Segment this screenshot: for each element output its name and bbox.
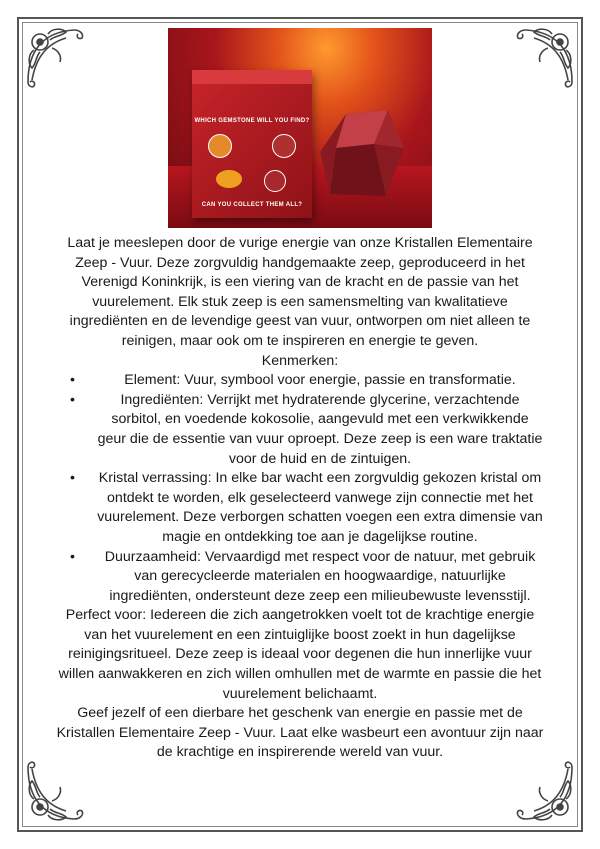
- bullet-icon: •: [70, 372, 75, 389]
- intro-paragraph: Laat je meeslepen door de vurige energie van onze Kristallen Elementaire Zeep - Vuur. Deze zorgvuldig handgemaakte zeep, geproduceerd in het Verenigd Koninkrijk, is een viering van de kracht en de passie van het vuurelement. Elk stuk zeep is een samensmelting van kwalitatieve ingrediënten en de levendige geest van vuur, ontworpen om niet alleen te reinigen, maar ook om te inspireren en energie te geven.: [67, 235, 533, 349]
- corner-ornament-icon: [22, 22, 92, 92]
- perfect-for-paragraph: Perfect voor: Iedereen die zich aangetrokken voelt tot de krachtige energie van het vuurelement en een zintuiglijke boost zoekt in hun dagelijkse reinigingsritueel. Deze zeep is ideaal voor degenen die hun innerlijke vuur willen aanwakkeren en zich willen omhullen met de warmte en passie die het vuurelement belichaamt.: [58, 607, 542, 702]
- gemstone-icon: [264, 170, 286, 192]
- features-list: [56, 371, 544, 606]
- list-item: • Element: Vuur, symbool voor energie, passie en transformatie.: [56, 371, 544, 391]
- product-box: [192, 70, 312, 218]
- bullet-icon: •: [70, 470, 75, 487]
- list-item: • Kristal verrassing: In elke bar wacht een zorgvuldig gekozen kristal om ontdekt te worden, elk geselecteerd vanwege zijn connectie met het vuurelement. Deze verborgen schatten voegen een extra dimensie van magie en ontdekking toe aan je dagelijkse routine.: [70, 470, 543, 545]
- bullet-icon: •: [70, 548, 75, 565]
- bullet-icon: •: [70, 391, 75, 408]
- corner-ornament-icon: [508, 22, 578, 92]
- box-heading: WHICH GEMSTONE WILL YOU FIND?: [194, 118, 310, 124]
- list-item: • Ingrediënten: Verrijkt met hydraterende glycerine, verzachtende sorbitol, en voedende kokosolie, aangevuld met een verkwikkende geur die de essentie van vuur oproept. Deze zeep is een ware traktatie voor de huid en de zintuigen.: [70, 391, 543, 467]
- gemstone-icon: [272, 134, 296, 158]
- gemstone-icon: [216, 170, 242, 188]
- product-box-lid: [192, 70, 312, 84]
- corner-ornament-icon: [22, 757, 92, 827]
- list-item: • Duurzaamheid: Vervaardigd met respect voor de natuur, met gebruik van gerecycleerde materialen en hoogwaardige, natuurlijke ingrediënten, ondersteunt deze zeep een milieubewuste levensstijl.: [70, 548, 536, 604]
- crystal-soap-icon: [316, 108, 408, 200]
- description: [56, 234, 544, 763]
- gemstone-icon: [208, 134, 232, 158]
- features-heading: Kenmerken:: [261, 352, 339, 369]
- closing-paragraph: Geef jezelf of een dierbare het geschenk van energie en passie met de Kristallen Elementaire Zeep - Vuur. Laat elke wasbeurt een avontuur zijn naar de krachtige en inspirerende wereld van vuur.: [56, 705, 544, 761]
- corner-ornament-icon: [508, 757, 578, 827]
- box-footer: CAN YOU COLLECT THEM ALL?: [201, 202, 303, 208]
- product-photo: [168, 28, 432, 228]
